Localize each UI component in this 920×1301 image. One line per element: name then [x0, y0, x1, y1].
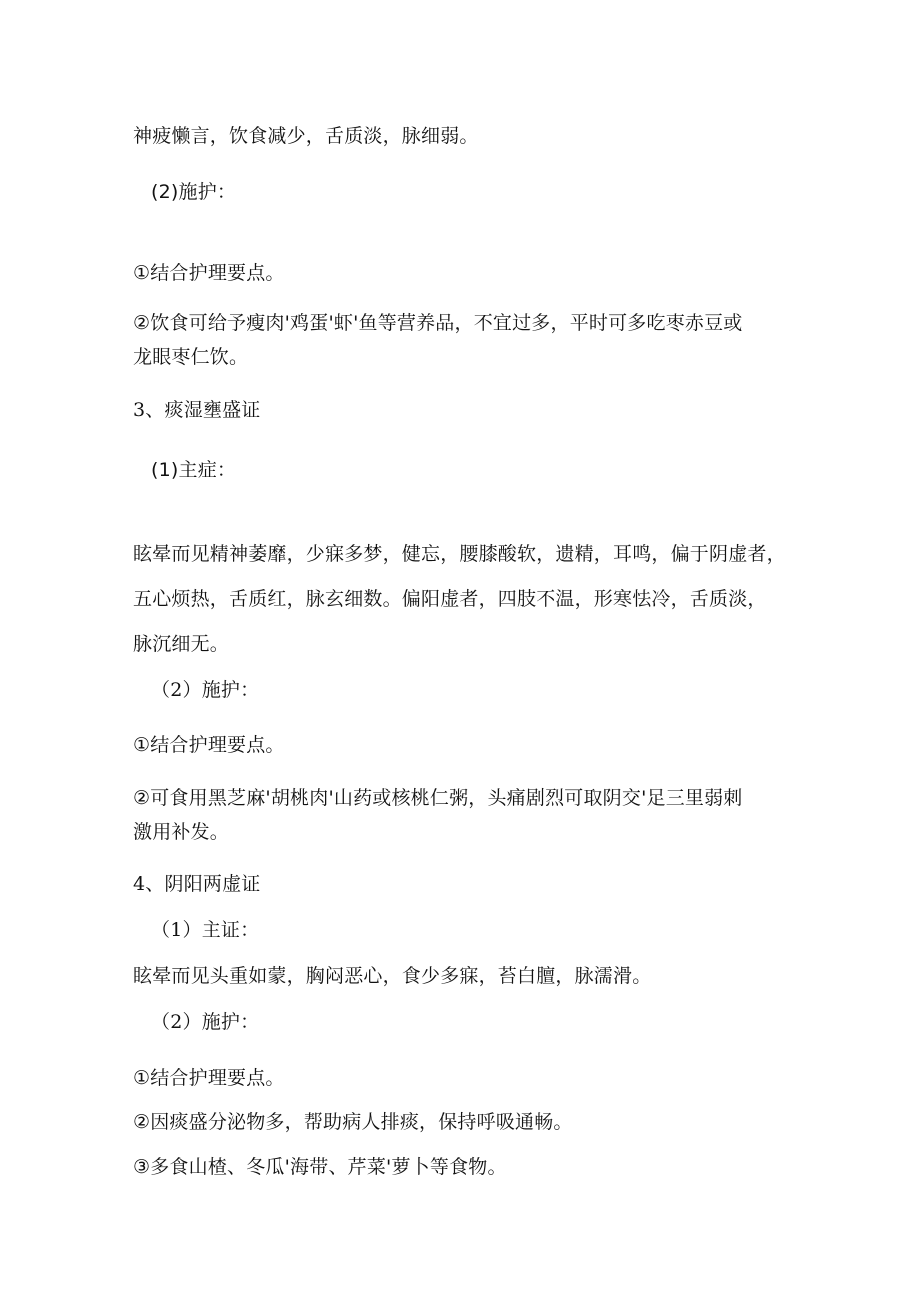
text-line: 激用补发。: [133, 821, 230, 843]
text-line: 脉沉细无。: [133, 633, 230, 655]
subheading-symptoms: （1）主证：: [151, 919, 260, 941]
list-item: ①结合护理要点。: [133, 262, 285, 284]
subheading-care: （2）施护：: [151, 1011, 260, 1033]
list-item: ②因痰盛分泌物多，帮助病人排痰，保持呼吸通畅。: [133, 1111, 573, 1133]
list-item: ①结合护理要点。: [133, 1067, 285, 1089]
list-item: ①结合护理要点。: [133, 734, 285, 756]
text-line: 眩晕而见头重如蒙，胸闷恶心，食少多寐，苔白膻，脉濡滑。: [133, 965, 652, 987]
subheading-care: （2）施护：: [151, 679, 260, 701]
text-line: 龙眼枣仁饮。: [133, 346, 249, 368]
section-heading: 4、阴阳两虚证: [133, 873, 261, 895]
text-line: 神疲懒言，饮食减少，舌质淡，脉细弱。: [133, 125, 479, 147]
list-item: ②饮食可给予瘦肉'鸡蛋'虾'鱼等营养品，不宜过多，平时可多吃枣赤豆或: [133, 312, 743, 334]
section-heading: 3、痰湿壅盛证: [133, 399, 261, 421]
subheading-symptoms: (1)主症：: [151, 459, 237, 481]
text-line: 五心烦热，舌质红，脉玄细数。偏阳虚者，四肢不温，形寒怯冷，舌质淡，: [133, 588, 767, 610]
list-item: ②可食用黑芝麻'胡桃肉'山药或核桃仁粥，头痛剧烈可取阴交'足三里弱刺: [133, 787, 743, 809]
subheading-care: (2)施护：: [151, 181, 237, 203]
text-line: 眩晕而见精神萎靡，少寐多梦，健忘，腰膝酸软，遗精，耳鸣，偏于阴虚者，: [133, 543, 786, 565]
list-item: ③多食山楂、冬瓜'海带、芹菜'萝卜等食物。: [133, 1156, 507, 1178]
